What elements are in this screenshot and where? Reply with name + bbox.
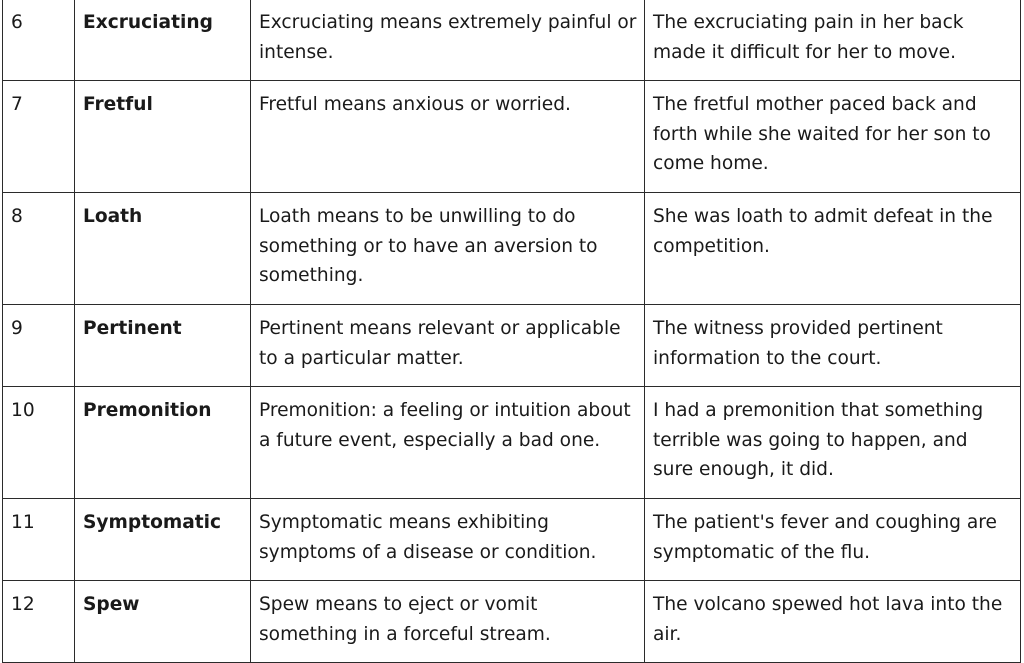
table-row [3, 305, 1021, 387]
row-number: 11 [3, 499, 75, 581]
table-row [3, 0, 1021, 81]
example-sentence: The volcano spewed hot lava into the air. [645, 581, 1021, 663]
row-number: 7 [3, 81, 75, 193]
row-number: 9 [3, 305, 75, 387]
example-sentence: She was loath to admit defeat in the competition. [645, 193, 1021, 305]
row-number: 8 [3, 193, 75, 305]
word-definition: Spew means to eject or vomit something in a forceful stream. [251, 581, 645, 663]
vocabulary-table [2, 0, 1021, 663]
row-number: 6 [3, 0, 75, 81]
word-definition: Loath means to be unwilling to do something or to have an aversion to something. [251, 193, 645, 305]
vocab-word: Pertinent [75, 305, 251, 387]
table-row [3, 81, 1021, 193]
example-sentence: The patient's fever and coughing are symptomatic of the flu. [645, 499, 1021, 581]
table-row [3, 387, 1021, 499]
word-definition: Fretful means anxious or worried. [251, 81, 645, 193]
vocab-word: Fretful [75, 81, 251, 193]
vocab-word: Loath [75, 193, 251, 305]
example-sentence: I had a premonition that something terrible was going to happen, and sure enough, it did. [645, 387, 1021, 499]
word-definition: Excruciating means extremely painful or intense. [251, 0, 645, 81]
example-sentence: The fretful mother paced back and forth while she waited for her son to come home. [645, 81, 1021, 193]
vocab-word: Premonition [75, 387, 251, 499]
example-sentence: The excruciating pain in her back made it difficult for her to move. [645, 0, 1021, 81]
word-definition: Premonition: a feeling or intuition about a future event, especially a bad one. [251, 387, 645, 499]
row-number: 12 [3, 581, 75, 663]
table-row [3, 499, 1021, 581]
row-number: 10 [3, 387, 75, 499]
vocab-word: Spew [75, 581, 251, 663]
vocab-word: Symptomatic [75, 499, 251, 581]
word-definition: Pertinent means relevant or applicable to a particular matter. [251, 305, 645, 387]
word-definition: Symptomatic means exhibiting symptoms of a disease or condition. [251, 499, 645, 581]
table-row [3, 193, 1021, 305]
example-sentence: The witness provided pertinent information to the court. [645, 305, 1021, 387]
vocab-word: Excruciating [75, 0, 251, 81]
table-row [3, 581, 1021, 663]
